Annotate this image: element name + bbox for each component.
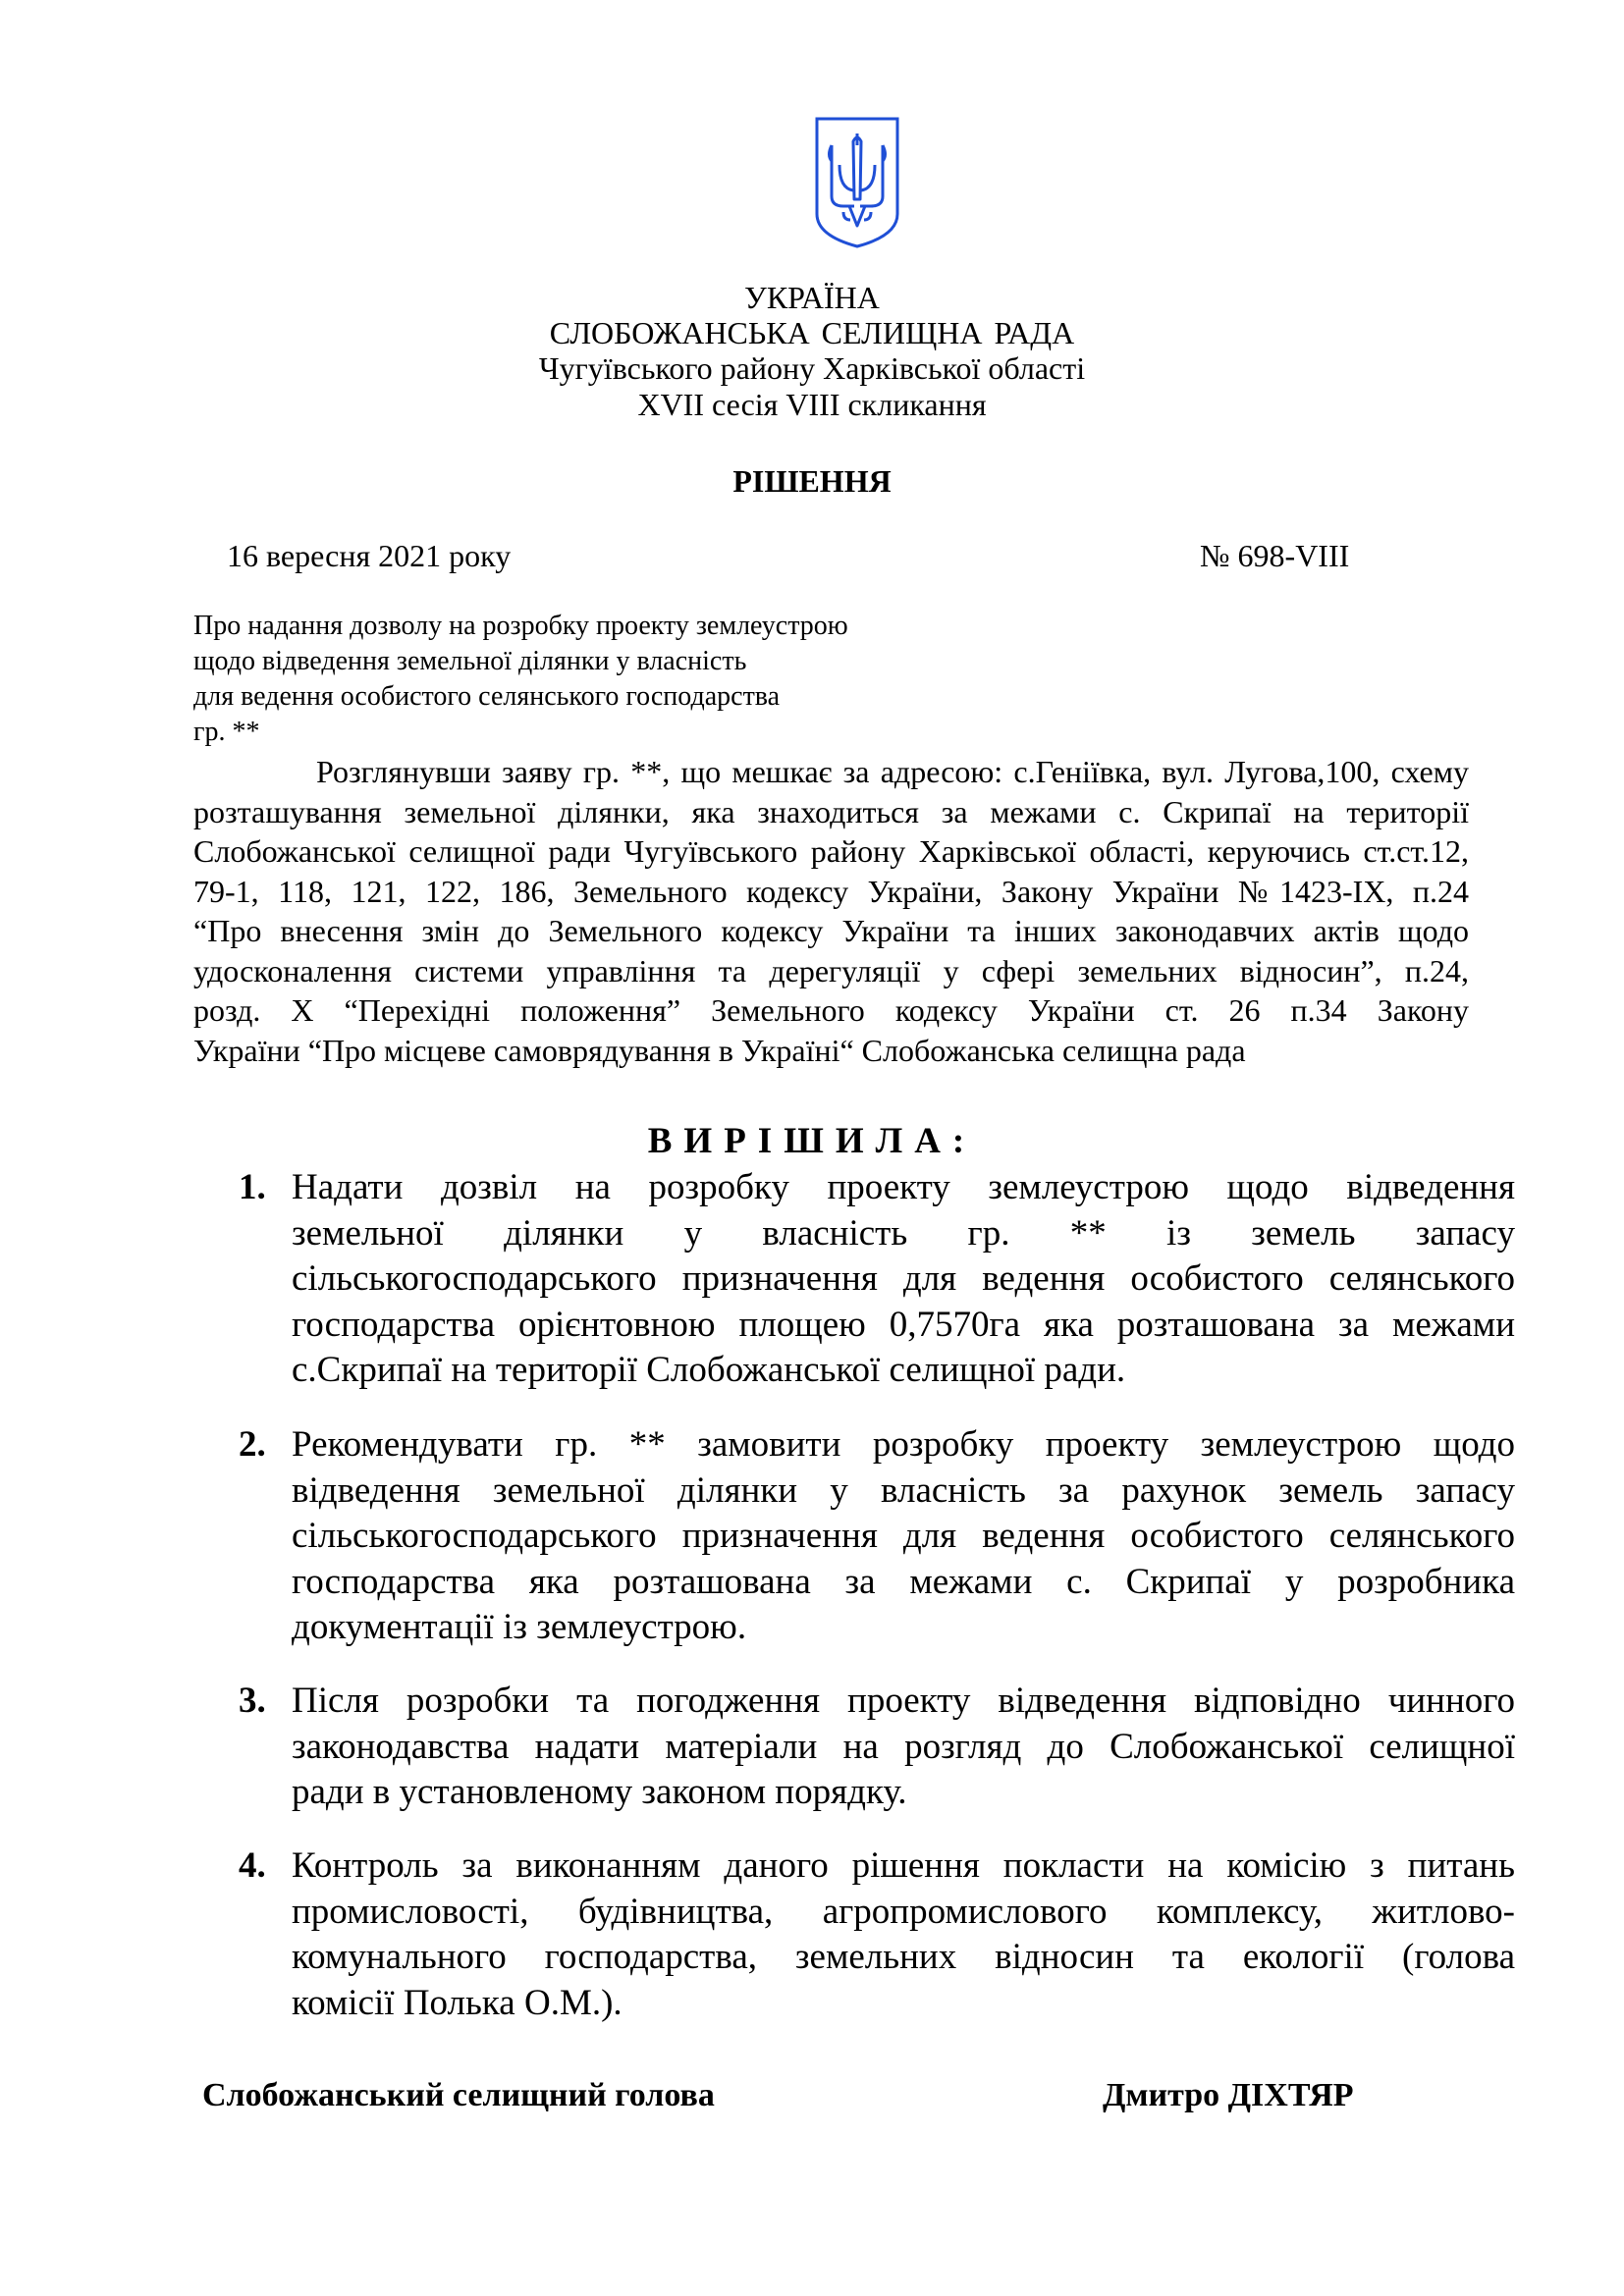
decision-subject bbox=[193, 609, 959, 750]
preamble-line: Слобожанської селищної ради Чугуївського району Харківської області, керуючись ст.ст.12, bbox=[193, 833, 1469, 869]
item-line: Після розробки та погодження проекту відведення відповідно чинного bbox=[292, 1681, 1515, 1721]
item-line: господарства яка розташована за межами с. Скрипаї у розробника bbox=[292, 1561, 1515, 1602]
item-line: промисловості, будівництва, агропромислового комплексу, житлово- bbox=[292, 1891, 1515, 1932]
trident-icon bbox=[814, 116, 900, 249]
item-line: господарства орієнтовною площею 0,7570га яка розташована за межами bbox=[292, 1304, 1515, 1345]
subject-line: гр. ** bbox=[193, 717, 260, 747]
preamble-paragraph bbox=[193, 752, 1469, 1070]
preamble-line: України “Про місцеве самоврядування в Україні“ Слобожанська селищна рада bbox=[193, 1032, 1246, 1068]
council-name: СЛОБОЖАНСЬКА СЕЛИЩНА РАДА bbox=[549, 315, 1075, 350]
item-line: сільськогосподарського призначення для ведення особистого селянського bbox=[292, 1516, 1515, 1556]
item-line: сільськогосподарського призначення для ведення особистого селянського bbox=[292, 1258, 1515, 1299]
item-line: законодавства надати матеріали на розгляд до Слобожанської селищної bbox=[292, 1726, 1515, 1767]
preamble-line: розташування земельної ділянки, яка знаходиться за межами с. Скрипаї на території bbox=[193, 793, 1469, 829]
preamble-line: розд. X “Перехідні положення” Земельного кодексу України ст. 26 п.34 Закону bbox=[193, 992, 1469, 1028]
subject-line: щодо відведення земельної ділянки у власність bbox=[193, 646, 747, 676]
signatory-name: Дмитро ДІХТЯР bbox=[1103, 2077, 1354, 2113]
country-name: УКРАЇНА bbox=[744, 280, 880, 315]
item-line: комунального господарства, земельних відносин та екології (голова bbox=[292, 1937, 1515, 1977]
item-line: документації із землеустрою. bbox=[292, 1607, 747, 1647]
document-type: РІШЕННЯ bbox=[732, 463, 892, 499]
item-number: 2. bbox=[239, 1424, 266, 1465]
subject-line: Про надання дозволу на розробку проекту землеустрою bbox=[193, 611, 848, 641]
item-line: ради в установленому законом порядку. bbox=[292, 1772, 907, 1812]
item-line: с.Скрипаї на території Слобожанської селищної ради. bbox=[292, 1350, 1126, 1390]
item-line: відведення земельної ділянки у власність за рахунок земель запасу bbox=[292, 1469, 1515, 1511]
item-line: земельної ділянки у власність гр. ** із земель запасу bbox=[292, 1212, 1515, 1254]
preamble-line: 79-1, 118, 121, 122, 186, Земельного кодексу України, Закону України №1423-IX, п.24 bbox=[193, 873, 1469, 909]
decided-heading: ВИРІШИЛА: bbox=[647, 1121, 977, 1161]
session-name: XVII сесія VIII скликання bbox=[637, 387, 987, 422]
subject-line: для ведення особистого селянського господарства bbox=[193, 681, 781, 712]
decision-date: 16 вересня 2021 року bbox=[227, 538, 512, 573]
item-number: 4. bbox=[239, 1845, 266, 1886]
preamble-line: “Про внесення змін до Земельного кодексу України та інших законодавчих актів щодо bbox=[193, 913, 1469, 948]
signatory-title: Слобожанський селищний голова bbox=[202, 2077, 715, 2113]
decision-number: № 698-VIII bbox=[1200, 538, 1350, 573]
preamble-line: удосконалення системи управління та дерегуляції у сфері земельних відносин”, п.24, bbox=[193, 952, 1469, 988]
district-name: Чугуївського району Харківської області bbox=[538, 350, 1086, 386]
item-line: комісії Полька О.М.). bbox=[292, 1982, 623, 2023]
preamble-line: Розглянувши заяву гр. **, що мешкає за адресою: с.Геніївка, вул. Лугова,100, схему bbox=[316, 754, 1469, 789]
coat-of-arms-emblem bbox=[814, 116, 900, 249]
item-line: Контроль за виконанням даного рішення покласти на комісію з питань bbox=[292, 1845, 1515, 1886]
item-number: 1. bbox=[239, 1167, 266, 1207]
item-number: 3. bbox=[239, 1681, 266, 1721]
item-line: Рекомендувати гр. ** замовити розробку проекту землеустрою щодо bbox=[292, 1424, 1515, 1465]
item-line: Надати дозвіл на розробку проекту землеустрою щодо відведення bbox=[292, 1167, 1515, 1207]
